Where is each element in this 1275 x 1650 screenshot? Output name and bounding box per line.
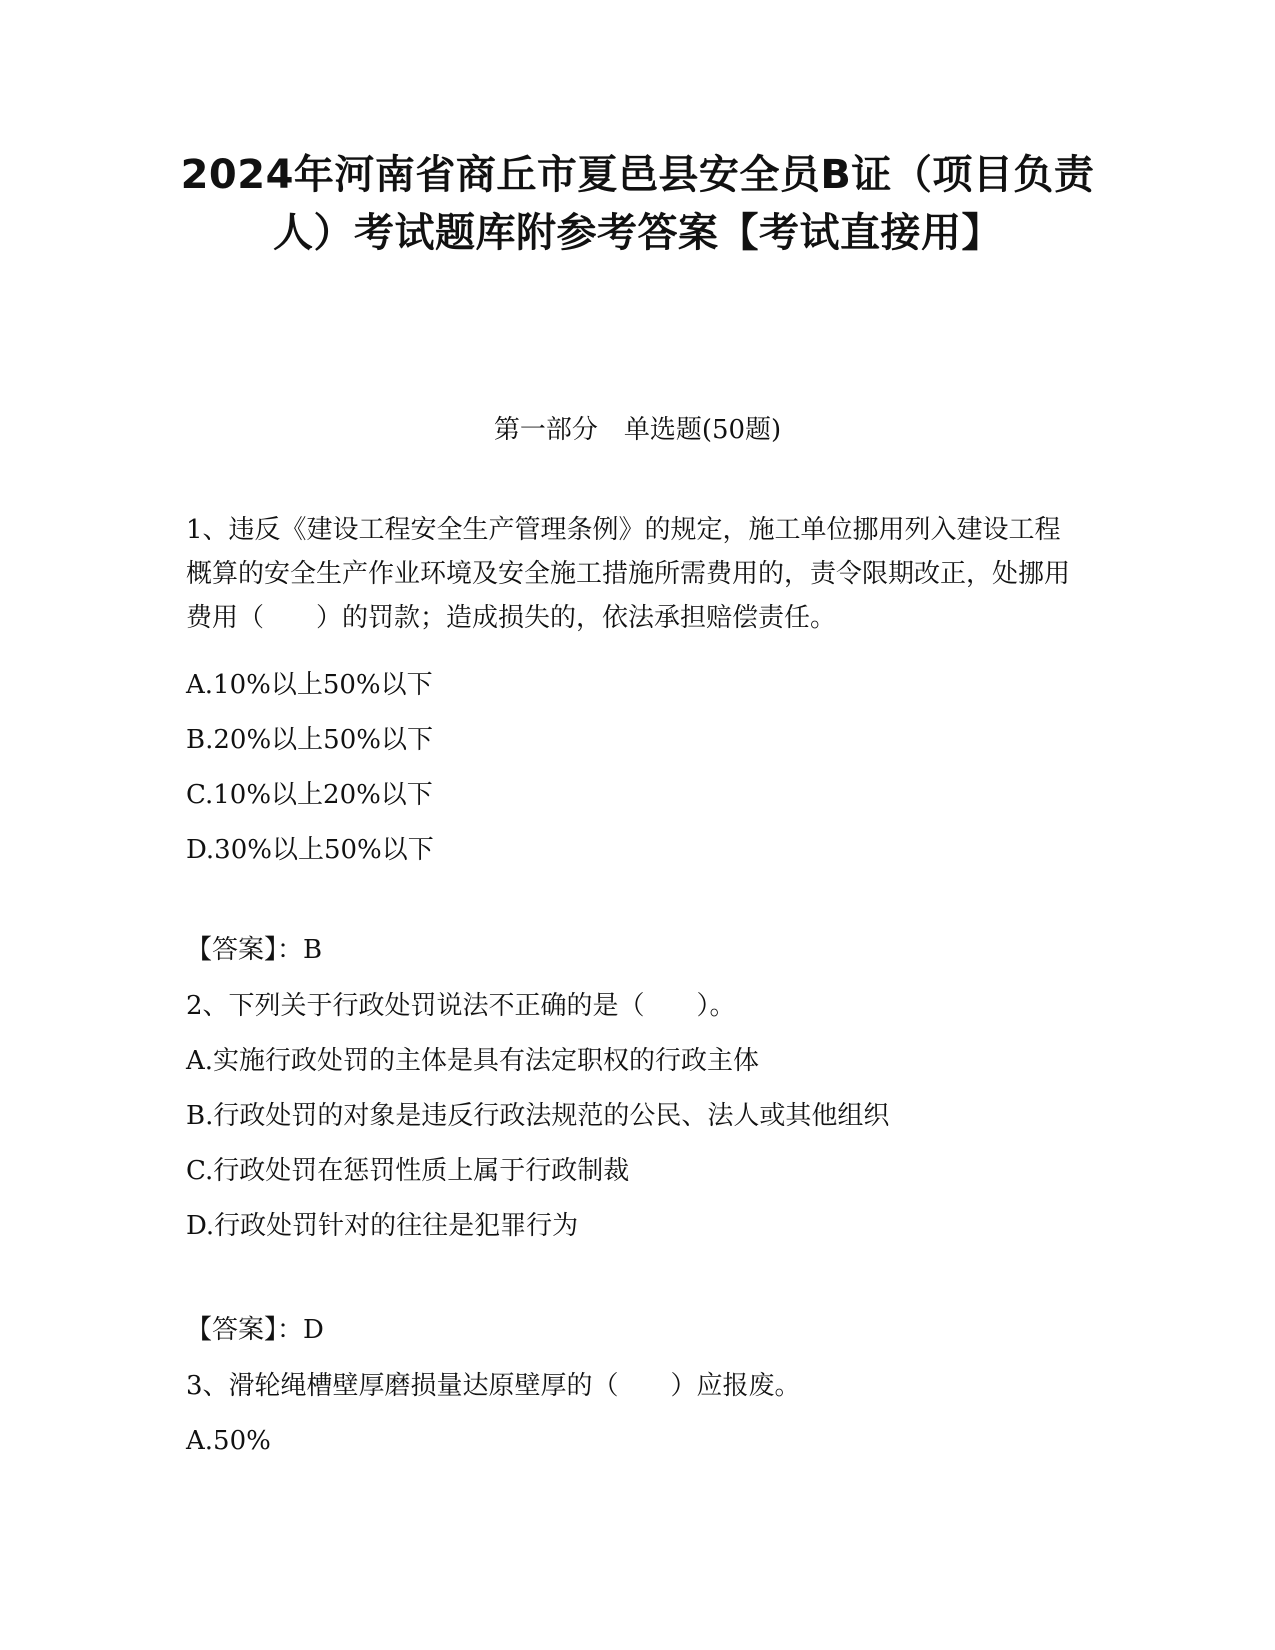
answer-line: 【答案】：B <box>186 935 323 965</box>
option-b: B.行政处罚的对象是违反行政法规范的公民、法人或其他组织 <box>186 1101 890 1131</box>
section-heading: 第一部分 单选题(50题) <box>493 415 782 445</box>
option-list <box>186 658 1086 878</box>
option-b: B.20%以上50%以下 <box>186 725 433 755</box>
option-a: A.实施行政处罚的主体是具有法定职权的行政主体 <box>186 1046 760 1076</box>
option-c: C.行政处罚在惩罚性质上属于行政制裁 <box>186 1156 630 1186</box>
question-2 <box>186 978 1086 1358</box>
question-3 <box>186 1358 1086 1469</box>
answer-line: 【答案】：D <box>186 1315 324 1345</box>
option-a: A.10%以上50%以下 <box>186 670 433 700</box>
option-c: C.10%以上20%以下 <box>186 780 433 810</box>
question-1 <box>186 508 1086 978</box>
option-a: A.50% <box>186 1426 271 1456</box>
question-stem: 2、下列关于行政处罚说法不正确的是（ ）。 <box>186 991 736 1021</box>
option-d: D.行政处罚针对的往往是犯罪行为 <box>186 1211 579 1241</box>
option-d: D.30%以上50%以下 <box>186 835 434 865</box>
document-title: 2024年河南省商丘市夏邑县安全员B证（项目负责人）考试题库附参考答案【考试直接用】 <box>180 152 1095 256</box>
question-stem: 3、滑轮绳槽壁厚磨损量达原壁厚的（ ）应报废。 <box>186 1371 801 1401</box>
question-list <box>186 508 1086 1469</box>
question-stem: 1、违反《建设工程安全生产管理条例》的规定，施工单位挪用列入建设工程概算的安全生产作业环境及安全施工措施所需费用的，责令限期改正，处挪用费用（ ）的罚款；造成损失的，依法承担赔偿责任。 <box>186 515 1071 633</box>
